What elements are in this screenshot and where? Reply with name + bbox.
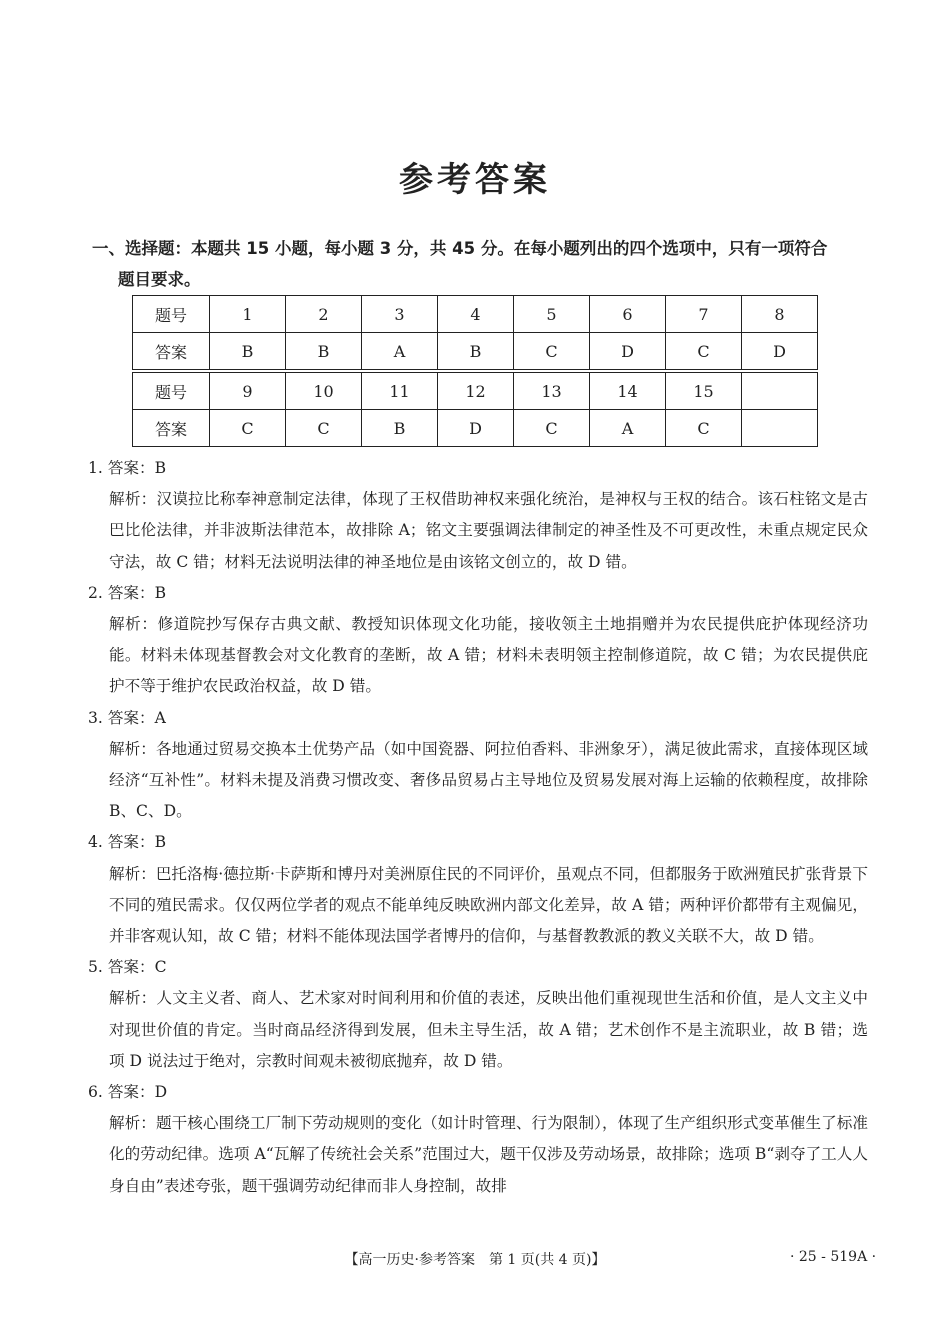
table-cell: A xyxy=(590,410,666,447)
answer-line: 2. 答案：B xyxy=(88,583,167,602)
table-cell: 13 xyxy=(514,371,590,410)
table-cell: 14 xyxy=(590,371,666,410)
table-row-question-numbers-1 xyxy=(133,296,818,333)
row-label-question: 题号 xyxy=(133,296,210,333)
table-cell: B xyxy=(362,410,438,447)
row-label-answer: 答案 xyxy=(133,333,210,372)
table-row-answers-1 xyxy=(133,333,818,372)
table-cell: 15 xyxy=(666,371,742,410)
table-cell: 6 xyxy=(590,296,666,333)
table-cell: 9 xyxy=(210,371,286,410)
table-cell: A xyxy=(362,333,438,372)
section-heading-line1: 一、选择题：本题共 15 小题，每小题 3 分，共 45 分。在每小题列出的四个选项中，只有一项符合 xyxy=(92,239,828,258)
footer-code: · 25 - 519A · xyxy=(790,1249,877,1265)
section-heading-line2: 题目要求。 xyxy=(118,270,201,289)
table-row-answers-2 xyxy=(133,410,818,447)
table-cell xyxy=(742,371,818,410)
list-item xyxy=(88,1077,868,1202)
explanation-text: 解析：汉谟拉比称奉神意制定法律，体现了王权借助神权来强化统治，是神权与王权的结合。该石柱铭文是古巴比伦法律，并非波斯法律范本，故排除 A；铭文主要强调法律制定的神圣性及不可更改性，未重点规定民众守法，故 C 错；材料无法说明法律的神圣地位是由该铭文创立的，故 D 错。 xyxy=(109,490,868,571)
explanation-text: 解析：巴托洛梅·德拉斯·卡萨斯和博丹对美洲原住民的不同评价，虽观点不同，但都服务于欧洲殖民扩张背景下不同的殖民需求。仅仅两位学者的观点不能单纯反映欧洲内部文化差异，故 A 错；两种评价都带有主观偏见，并非客观认知，故 C 错；材料不能体现法国学者博丹的信仰，与基督教教派的教义关联不大，故 D 错。 xyxy=(109,864,868,946)
table-cell: 2 xyxy=(286,296,362,333)
table-cell: 1 xyxy=(210,296,286,333)
row-label-answer: 答案 xyxy=(133,410,210,447)
table-row-question-numbers-2 xyxy=(133,371,818,410)
footer-page-info: 【高一历史·参考答案 第 1 页(共 4 页)】 xyxy=(344,1252,606,1268)
table-cell: B xyxy=(210,333,286,372)
answer-line: 5. 答案：C xyxy=(88,958,167,977)
table-cell: C xyxy=(666,410,742,447)
answer-line: 1. 答案：B xyxy=(88,459,167,477)
table-cell: C xyxy=(286,410,362,447)
list-item xyxy=(88,578,868,703)
table-cell: D xyxy=(742,333,818,372)
table-cell: C xyxy=(210,410,286,447)
list-item xyxy=(88,703,868,828)
table-cell: D xyxy=(438,410,514,447)
table-cell: 12 xyxy=(438,371,514,410)
answer-table xyxy=(132,295,818,447)
list-item xyxy=(88,453,868,578)
table-cell: 5 xyxy=(514,296,590,333)
table-cell: 11 xyxy=(362,371,438,410)
answer-explanations xyxy=(88,453,868,1202)
table-cell xyxy=(742,410,818,447)
table-cell: D xyxy=(590,333,666,372)
answer-line: 3. 答案：A xyxy=(88,708,166,727)
table-cell: C xyxy=(514,410,590,447)
answer-line: 6. 答案：D xyxy=(88,1083,168,1102)
explanation-text: 解析：各地通过贸易交换本土优势产品（如中国瓷器、阿拉伯香料、非洲象牙），满足彼此需求，直接体现区域经济“互补性”。材料未提及消费习惯改变、奢侈品贸易占主导地位及贸易发展对海上运输的依赖程度，故排除 B、C、D。 xyxy=(109,739,868,821)
explanation-text: 解析：题干核心围绕工厂制下劳动规则的变化（如计时管理、行为限制），体现了生产组织形式变革催生了标准化的劳动纪律。选项 A“瓦解了传统社会关系”范围过大，题干仅涉及劳动场景，故排除；选项 B“剥夺了工人人身自由”表述夸张，题干强调劳动纪律而非人身控制，故排 xyxy=(109,1114,868,1195)
table-cell: B xyxy=(286,333,362,372)
answer-line: 4. 答案：B xyxy=(88,833,167,852)
table-cell: 10 xyxy=(286,371,362,410)
section-heading xyxy=(92,233,872,295)
table-cell: 4 xyxy=(438,296,514,333)
explanation-text: 解析：人文主义者、商人、艺术家对时间利用和价值的表述，反映出他们重视现世生活和价值，是人文主义中对现世价值的肯定。当时商品经济得到发展，但未主导生活，故 A 错；艺术创作不是主流职业，故 B 错；选项 D 说法过于绝对，宗教时间观未被彻底抛弃，故 D 错。 xyxy=(109,989,868,1070)
list-item xyxy=(88,827,868,952)
table-cell: C xyxy=(514,333,590,372)
table-cell: 8 xyxy=(742,296,818,333)
table-cell: 7 xyxy=(666,296,742,333)
page-title: 参考答案 xyxy=(399,160,551,200)
table-cell: 3 xyxy=(362,296,438,333)
row-label-question: 题号 xyxy=(133,371,210,410)
list-item xyxy=(88,952,868,1077)
table-cell: B xyxy=(438,333,514,372)
table-cell: C xyxy=(666,333,742,372)
explanation-text: 解析：修道院抄写保存古典文献、教授知识体现文化功能，接收领主土地捐赠并为农民提供庇护体现经济功能。材料未体现基督教会对文化教育的垄断，故 A 错；材料未表明领主控制修道院，故 C 错；为农民提供庇护不等于维护农民政治权益，故 D 错。 xyxy=(109,615,868,696)
